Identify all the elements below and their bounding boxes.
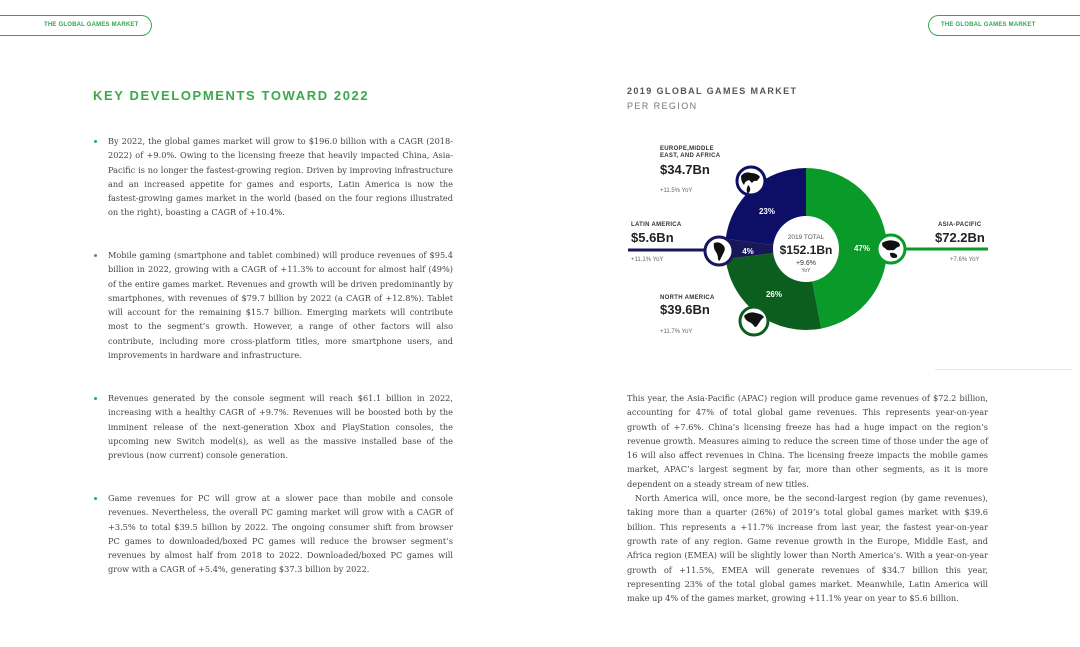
- chart-subtitle: PER REGION: [627, 101, 698, 111]
- region-name-na: NORTH AMERICA: [660, 295, 715, 301]
- region-value-na: $39.6Bn: [660, 302, 710, 317]
- region-name-emea-line2: EAST, AND AFRICA: [660, 153, 721, 159]
- region-yoy-na: +11.7% YoY: [660, 329, 693, 335]
- region-name-latam: LATIN AMERICA: [631, 222, 682, 228]
- center-value: $152.1Bn: [779, 243, 833, 257]
- commentary-paragraph: North America will, once more, be the second-largest region (by game revenues), taking more than a quarter (26%) of 2019’s total global games market with $39.6 billion. This represents a +11.7% increase from last year, the fastest year-on-year growth rate of any region. Game revenue growth in the Europe, Middle East, and Africa region (EMEA) will be slightly lower than North America’s. With a year-on-year growth of +11.5%, EMEA will generate revenues of $34.7 billion this year, representing 23% of the total global games market. Meanwhile, Latin America will make up 4% of the games market, growing +11.1% year on year to $5.6 billion.: [627, 493, 988, 604]
- bullet-item: By 2022, the global games market will grow to $196.0 billion with a CAGR (2018-2022) of +9.0%. Owing to the licensing freeze that heavily impacted China, Asia-Pacific is no longer the fastest-growing region. Driven by improving infrastructure and an increased appetite for games and esports, Latin America is now the fastest-growing games market in the world (based on the four regions illustrated on the right), boasting a CAGR of +10.4%.: [108, 134, 453, 220]
- section-title: KEY DEVELOPMENTS TOWARD 2022: [93, 88, 370, 103]
- globe-marker-na: [740, 307, 768, 335]
- region-yoy-emea: +11.5% YoY: [660, 188, 693, 194]
- region-yoy-latam: +11.1% YoY: [631, 257, 664, 263]
- slice-pct-apac: 47%: [853, 244, 871, 253]
- center-growth: +9.6%: [795, 260, 817, 267]
- header-left-text: THE GLOBAL GAMES MARKET: [44, 22, 139, 28]
- center-growth-unit: YoY: [801, 268, 811, 274]
- bullet-item: Revenues generated by the console segment will reach $61.1 billion in 2022, increasing with a healthy CAGR of +9.7%. Revenues will be boosted both by the imminent release of the next-generation Xbox and PlayStation consoles, the upcoming new Switch model(s), as well as the massive installed base of the previous (now current) console generation.: [108, 391, 453, 462]
- region-value-latam: $5.6Bn: [631, 230, 674, 245]
- slice-pct-emea: 23%: [758, 207, 776, 216]
- bullet-item: Mobile gaming (smartphone and tablet combined) will produce revenues of $95.4 billion in 2022, growing with a CAGR of +11.3% to account for almost half (49%) of the entire games market. Revenues and growth will be driven predominantly by smartphones, with revenues of $79.7 billion by 2022 (a CAGR of +12.8%). Tablet will account for the remaining $15.7 billion. Emerging markets will contribute most to the segment’s growth. However, a range of other factors will also contribute, including more cross-platform titles, more smartphone users, and improvements in hardware and infrastructure.: [108, 248, 453, 362]
- globe-marker-apac: [877, 235, 905, 263]
- region-name-apac: ASIA-PACIFIC: [938, 222, 982, 228]
- region-name-emea-line1: EUROPE,MIDDLE: [660, 146, 714, 152]
- center-label: 2019 TOTAL: [787, 234, 825, 241]
- slice-pct-na: 26%: [765, 290, 783, 299]
- chart-commentary: [627, 391, 988, 605]
- slice-pct-latam: 4%: [742, 247, 754, 256]
- globe-marker-latam: [705, 237, 733, 265]
- section-divider: [935, 369, 1072, 370]
- header-right-text: THE GLOBAL GAMES MARKET: [941, 22, 1036, 28]
- chart-title: 2019 GLOBAL GAMES MARKET: [627, 86, 798, 96]
- region-value-emea: $34.7Bn: [660, 162, 710, 177]
- bullet-item: Game revenues for PC will grow at a slower pace than mobile and console revenues. Nevertheless, the overall PC gaming market will grow with a CAGR of +3.5% to total $39.5 billion by 2022. The ongoing consumer shift from browser PC games to downloaded/boxed PC games will reduce the browser segment’s revenues by almost half from 2018 to 2022. Downloaded/boxed PC games will grow with a CAGR of +5.4%, generating $37.3 billion by 2022.: [108, 491, 453, 577]
- region-value-apac: $72.2Bn: [935, 230, 985, 245]
- commentary-paragraph: This year, the Asia-Pacific (APAC) region will produce game revenues of $72.2 billion, accounting for 47% of total global game revenues. This represents year-on-year growth of +7.6%. China’s licensing freeze has had a huge impact on the region’s revenue growth. Measures aiming to reduce the screen time of those under the age of 16 will also affect revenues in China. The licensing freeze impacts the mobile games market, APAC’s largest segment by far, more than other segments, as it is more dependent on a steady stream of new titles.: [627, 393, 988, 489]
- globe-marker-emea: [737, 167, 765, 195]
- region-yoy-apac: +7.6% YoY: [950, 257, 980, 263]
